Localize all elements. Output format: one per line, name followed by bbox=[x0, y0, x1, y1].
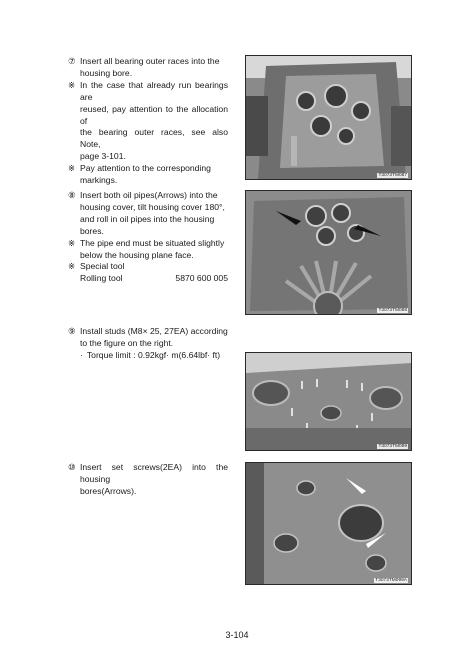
note-marker: ※ bbox=[68, 237, 76, 248]
torque-limit: Torque limit : 0.92kgf· m(6.64lbf· ft) bbox=[86, 349, 221, 360]
image-caption: T3073TM099 bbox=[378, 444, 407, 449]
photo-studs bbox=[245, 352, 412, 451]
step-9-line-1: Install studs (M8× 25, 27EA) according bbox=[80, 326, 228, 336]
note-marker: ※ bbox=[68, 261, 76, 272]
step-7 bbox=[68, 56, 228, 187]
note-marker: ※ bbox=[68, 163, 76, 174]
step-9 bbox=[68, 326, 228, 362]
bullet-marker: · bbox=[80, 349, 83, 360]
housing-photo-2-image bbox=[246, 191, 411, 314]
step-10-line-2: bores(Arrows). bbox=[80, 485, 137, 496]
step-8-marker: ⑧ bbox=[68, 190, 76, 200]
step-7-note-1-line-4: page 3-101. bbox=[80, 151, 126, 162]
step-8-note-1-line-1: The pipe end must be situated slightly bbox=[80, 237, 225, 248]
image-caption: T3073TM099A bbox=[375, 578, 407, 583]
step-8-note-1-line-2: below the housing plane face. bbox=[80, 249, 194, 260]
tool-part-number: 5870 600 005 bbox=[175, 273, 228, 284]
step-7-note-1-line-2: reused, pay attention to the allocation of bbox=[80, 103, 228, 126]
step-10-marker: ⑩ bbox=[68, 462, 76, 472]
step-9-line-2: to the figure on the right. bbox=[80, 337, 174, 348]
photo-oil-pipes bbox=[245, 190, 412, 315]
note-marker: ※ bbox=[68, 79, 76, 90]
photo-bearing-races bbox=[245, 55, 412, 180]
step-7-note-1-line-1: In the case that already run bearings are bbox=[80, 79, 228, 102]
image-caption: T3073TM098 bbox=[378, 308, 407, 313]
step-8-line-3: and roll in oil pipes into the housing bbox=[80, 213, 215, 224]
page-number: 3-104 bbox=[225, 630, 249, 640]
image-caption: T3073TM087 bbox=[378, 173, 407, 178]
step-7-note-1-line-3: the bearing outer races, see also Note, bbox=[80, 127, 228, 150]
step-8-line-2: housing cover, tilt housing cover 180°, bbox=[80, 201, 225, 212]
step-7-line-1: Insert all bearing outer races into the bbox=[80, 56, 220, 66]
step-10-line-1: Insert set screws(2EA) into the housing bbox=[80, 462, 228, 484]
special-tool-row bbox=[68, 273, 228, 285]
step-8-line-1: Insert both oil pipes(Arrows) into the bbox=[80, 190, 218, 200]
photo-set-screws bbox=[245, 462, 412, 585]
step-10 bbox=[68, 462, 228, 498]
housing-photo-1-image bbox=[246, 56, 411, 179]
step-8 bbox=[68, 190, 228, 285]
step-7-note-2-line-2: markings. bbox=[80, 175, 118, 186]
step-7-line-2: housing bore. bbox=[80, 67, 133, 78]
housing-photo-3-image bbox=[246, 353, 411, 450]
step-8-line-4: bores. bbox=[80, 225, 104, 236]
step-8-note-2-line-1: Special tool bbox=[80, 261, 125, 272]
step-7-marker: ⑦ bbox=[68, 56, 76, 66]
step-9-marker: ⑨ bbox=[68, 326, 76, 336]
step-7-note-2-line-1: Pay attention to the corresponding bbox=[80, 163, 211, 174]
housing-photo-4-image bbox=[246, 463, 411, 584]
tool-name: Rolling tool bbox=[80, 273, 123, 284]
